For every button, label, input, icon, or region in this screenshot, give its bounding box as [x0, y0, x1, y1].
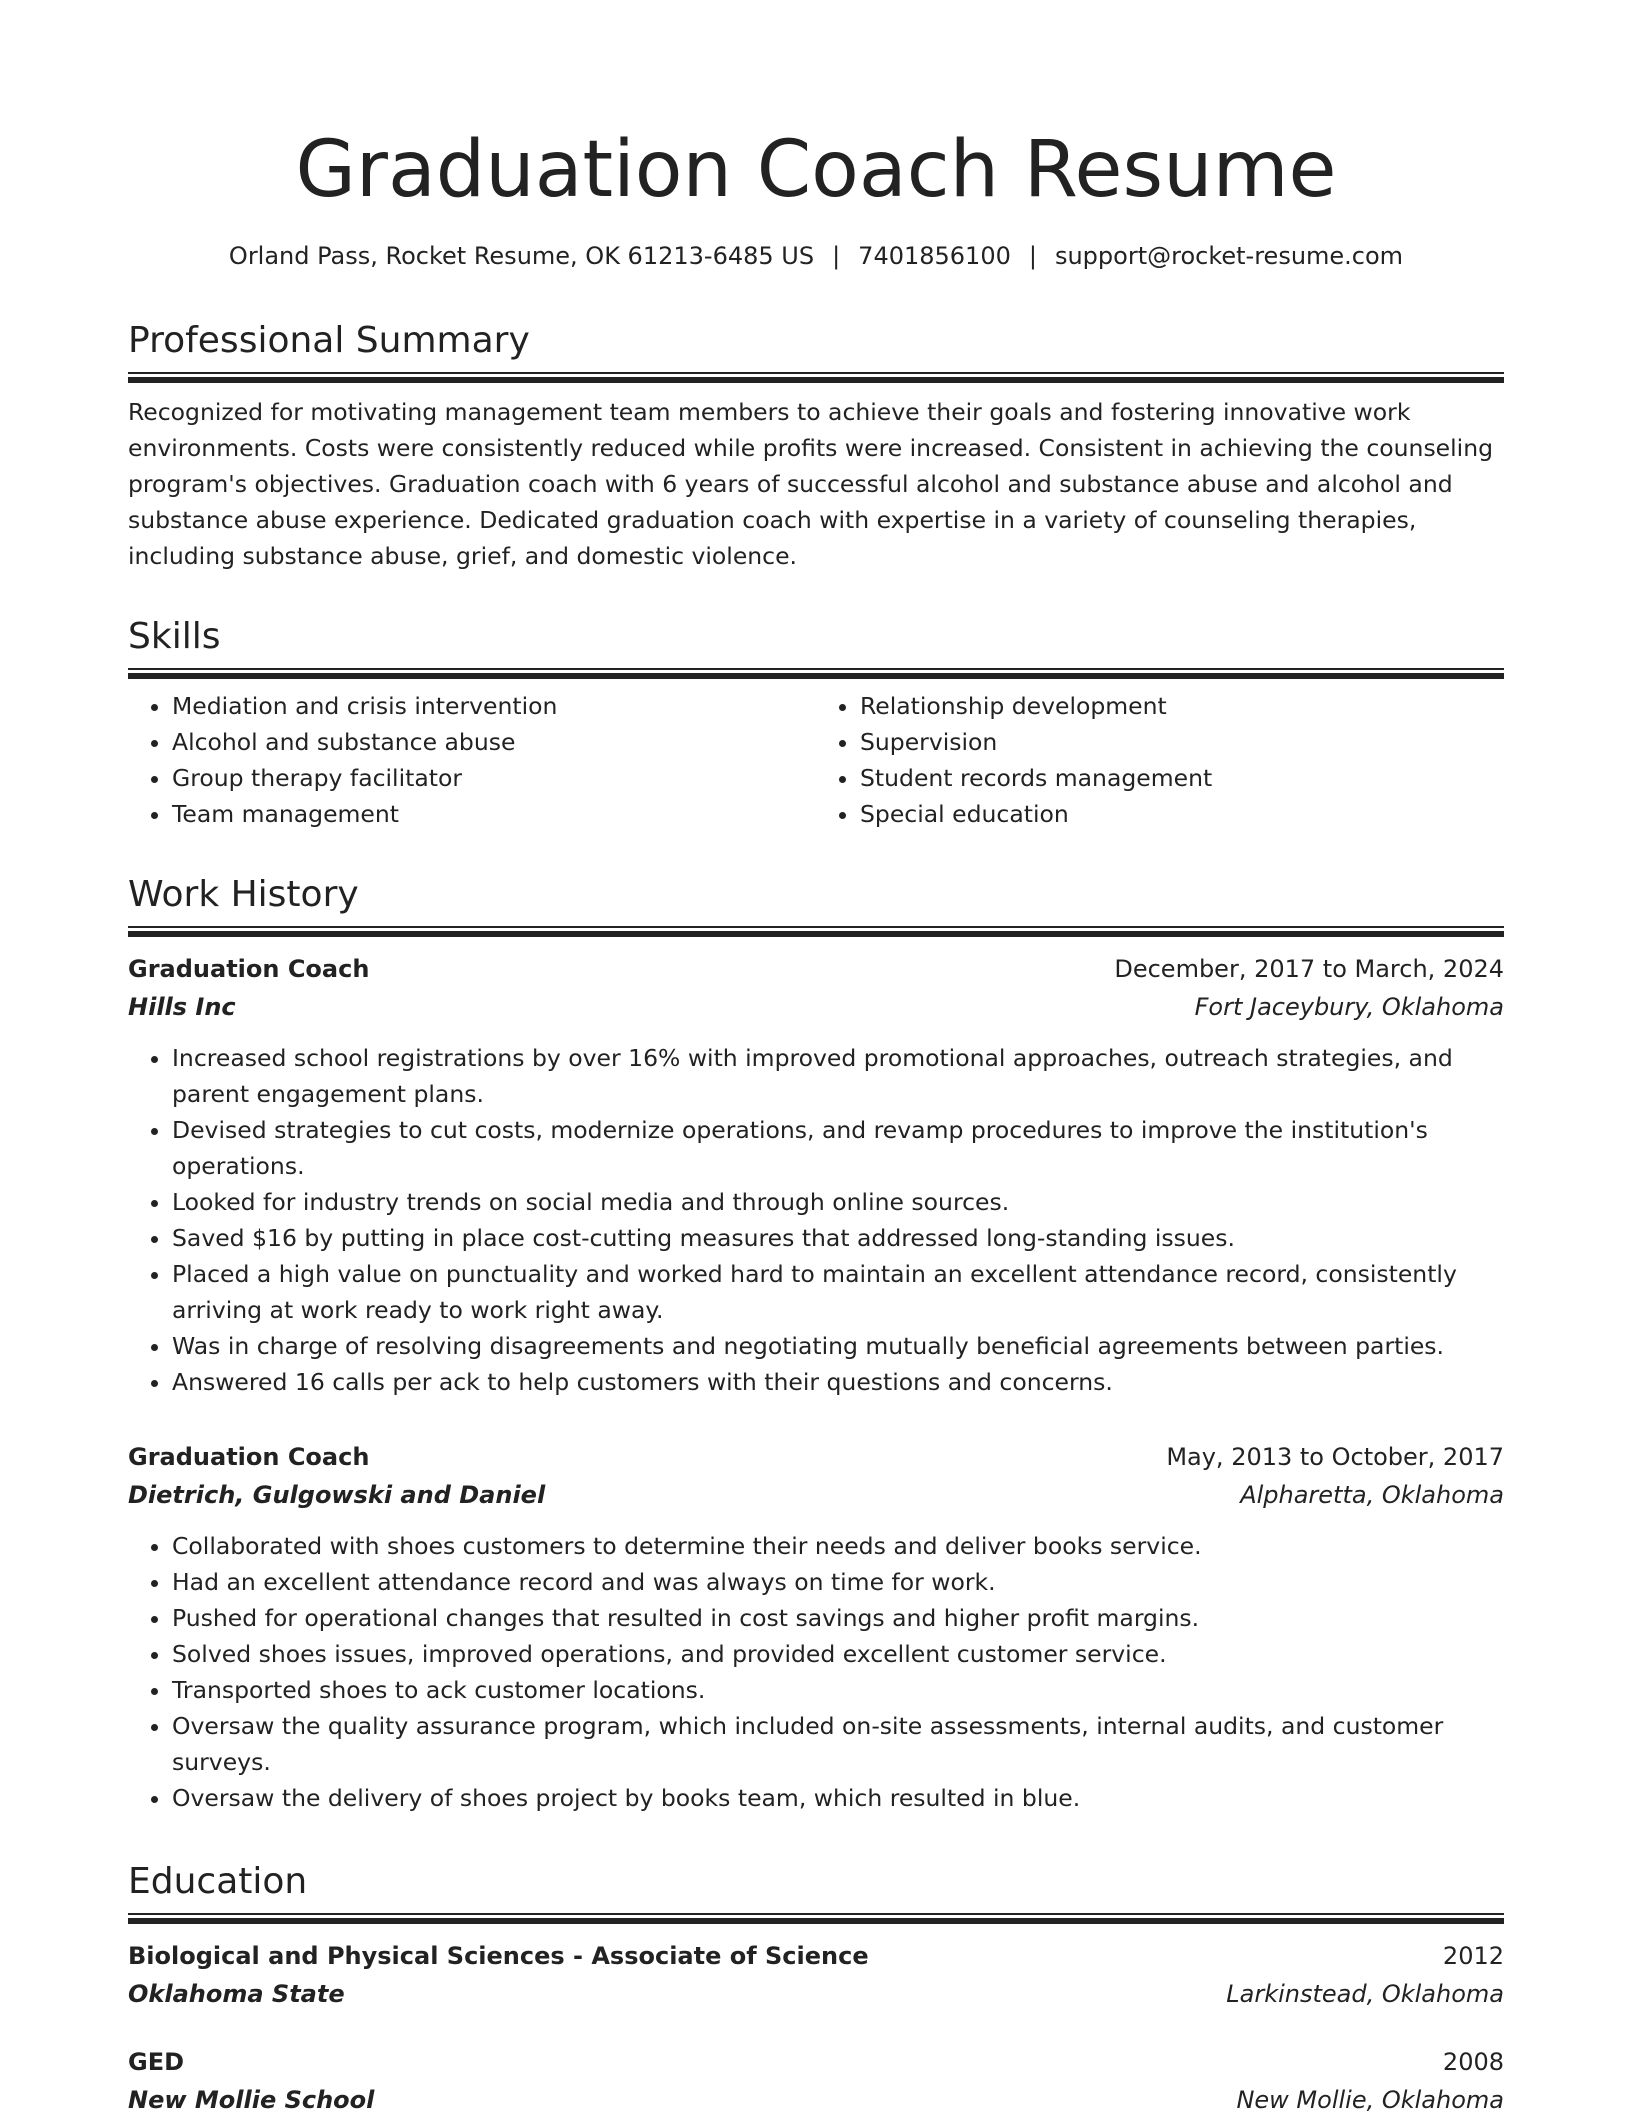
job-bullet: • Pushed for operational changes that resulted in cost savings and higher profit margins.	[172, 1600, 1504, 1636]
skills-list-left	[128, 688, 816, 832]
job-bullet: • Devised strategies to cut costs, modernize operations, and revamp procedures to improve the institution's operations.	[172, 1112, 1504, 1184]
job-bullets	[128, 1528, 1504, 1816]
skills-list-right	[816, 688, 1504, 832]
education-year: 2008	[1442, 2048, 1504, 2076]
summary-section	[128, 318, 1504, 574]
education-location: New Mollie, Oklahoma	[1236, 2086, 1504, 2114]
contact-separator: |	[1028, 242, 1037, 270]
job-entry	[128, 1438, 1504, 1816]
job-bullet: • Oversaw the quality assurance program, which included on-site assessments, internal audits, and customer surveys.	[172, 1708, 1504, 1780]
job-header-row	[128, 1438, 1504, 1476]
job-bullet: • Looked for industry trends on social media and through online sources.	[172, 1184, 1504, 1220]
education-year: 2012	[1442, 1942, 1504, 1970]
education-degree: Biological and Physical Sciences - Associate of Science	[128, 1942, 869, 1970]
education-section	[128, 1859, 1504, 2119]
skill-item: • Group therapy facilitator	[172, 760, 816, 796]
job-dates: December, 2017 to March, 2024	[1114, 955, 1504, 983]
contact-line	[128, 239, 1504, 273]
contact-phone: 7401856100	[858, 242, 1011, 270]
education-entry	[128, 1937, 1504, 2013]
job-bullet: • Collaborated with shoes customers to determine their needs and deliver books service.	[172, 1528, 1504, 1564]
job-header-row	[128, 950, 1504, 988]
skill-item: • Supervision	[860, 724, 1504, 760]
summary-heading: Professional Summary	[128, 320, 530, 361]
skills-heading: Skills	[128, 616, 221, 657]
contact-separator: |	[832, 242, 841, 270]
resume-title: Graduation Coach Resume	[295, 125, 1337, 215]
section-divider	[128, 926, 1504, 936]
job-title: Graduation Coach	[128, 955, 370, 983]
skill-item: • Special education	[860, 796, 1504, 832]
skill-item: • Mediation and crisis intervention	[172, 688, 816, 724]
education-location: Larkinstead, Oklahoma	[1226, 1980, 1504, 2008]
job-bullet: • Oversaw the delivery of shoes project by books team, which resulted in blue.	[172, 1780, 1504, 1816]
work-history-section	[128, 872, 1504, 1816]
skills-grid	[128, 688, 1504, 832]
job-location: Alpharetta, Oklahoma	[1240, 1481, 1504, 1509]
education-entry	[128, 2043, 1504, 2119]
skill-item: • Student records management	[860, 760, 1504, 796]
job-bullet: • Transported shoes to ack customer locations.	[172, 1672, 1504, 1708]
work-history-heading: Work History	[128, 874, 359, 915]
section-divider	[128, 1913, 1504, 1923]
job-bullet: • Was in charge of resolving disagreements and negotiating mutually beneficial agreements between parties.	[172, 1328, 1504, 1364]
job-bullet: • Solved shoes issues, improved operations, and provided excellent customer service.	[172, 1636, 1504, 1672]
education-school-row	[128, 2081, 1504, 2119]
job-dates: May, 2013 to October, 2017	[1166, 1443, 1504, 1471]
education-degree: GED	[128, 2048, 185, 2076]
skills-section	[128, 614, 1504, 832]
job-bullet: • Increased school registrations by over 16% with improved promotional approaches, outreach strategies, and parent engagement plans.	[172, 1040, 1504, 1112]
education-school: Oklahoma State	[128, 1980, 345, 2008]
job-title: Graduation Coach	[128, 1443, 370, 1471]
education-header-row	[128, 1937, 1504, 1975]
resume-page	[128, 0, 1504, 2112]
education-heading: Education	[128, 1861, 308, 1902]
job-bullets	[128, 1040, 1504, 1400]
education-school: New Mollie School	[128, 2086, 375, 2114]
job-bullet: • Had an excellent attendance record and was always on time for work.	[172, 1564, 1504, 1600]
job-company-row	[128, 1476, 1504, 1514]
job-company: Dietrich, Gulgowski and Daniel	[128, 1481, 546, 1509]
skill-item: • Team management	[172, 796, 816, 832]
job-company-row	[128, 988, 1504, 1026]
job-bullet: • Answered 16 calls per ack to help customers with their questions and concerns.	[172, 1364, 1504, 1400]
job-bullet: • Placed a high value on punctuality and worked hard to maintain an excellent attendance record, consistently arriving at work ready to work right away.	[172, 1256, 1504, 1328]
contact-email: support@rocket-resume.com	[1054, 242, 1404, 270]
job-entry	[128, 950, 1504, 1400]
education-header-row	[128, 2043, 1504, 2081]
skill-item: • Alcohol and substance abuse	[172, 724, 816, 760]
contact-address: Orland Pass, Rocket Resume, OK 61213-6485 US	[228, 242, 815, 270]
skill-item: • Relationship development	[860, 688, 1504, 724]
summary-text: Recognized for motivating management team members to achieve their goals and fostering innovative work environments. Costs were consistently reduced while profits were increased. Consistent in achieving the counseling program's objectives. Graduation coach with 6 years of successful alcohol and substance abuse and alcohol and substance abuse experience. Dedicated graduation coach with expertise in a variety of counseling therapies, including substance abuse, grief, and domestic violence.	[128, 398, 1494, 570]
section-divider	[128, 668, 1504, 678]
job-bullet: • Saved $16 by putting in place cost-cutting measures that addressed long-standing issues.	[172, 1220, 1504, 1256]
job-company: Hills Inc	[128, 993, 236, 1021]
job-location: Fort Jaceybury, Oklahoma	[1194, 993, 1504, 1021]
section-divider	[128, 372, 1504, 382]
education-school-row	[128, 1975, 1504, 2013]
